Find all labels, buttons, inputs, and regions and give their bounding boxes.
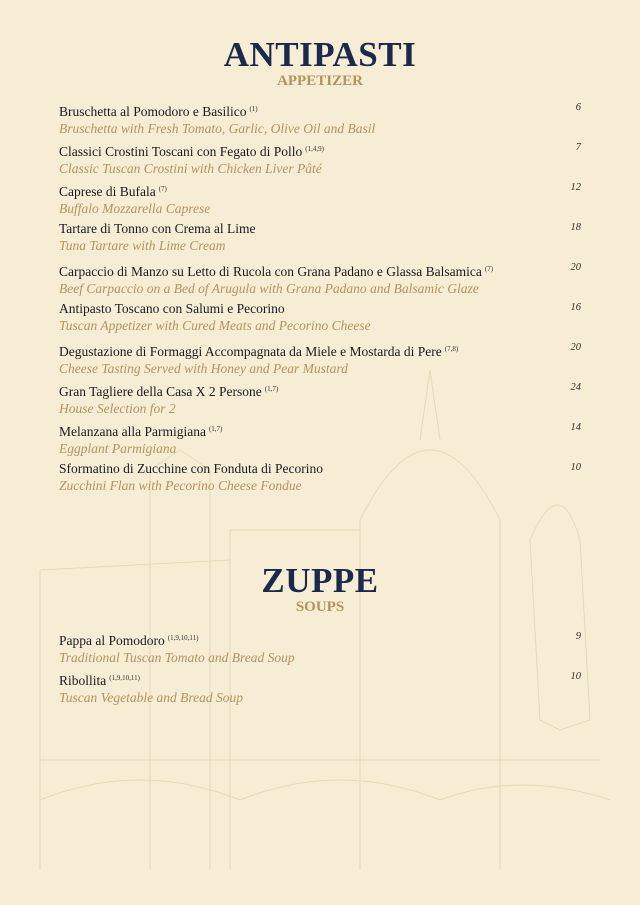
item-price: 6 bbox=[575, 102, 581, 113]
item-allergens: (1,4,9) bbox=[305, 145, 324, 153]
menu-items-list bbox=[59, 101, 581, 501]
item-description: Eggplant Parmigiana bbox=[59, 441, 177, 456]
item-description: Tuscan Vegetable and Bread Soup bbox=[59, 690, 243, 705]
item-name bbox=[59, 670, 581, 689]
antipasti-section bbox=[0, 35, 640, 493]
item-description: Buffalo Mozzarella Caprese bbox=[59, 201, 211, 216]
item-allergens: (1,7) bbox=[264, 385, 279, 393]
item-price: 10 bbox=[570, 671, 581, 682]
item-price: 24 bbox=[570, 382, 581, 393]
menu-items-list bbox=[59, 630, 581, 710]
item-description: Beef Carpaccio on a Bed of Arugula with Grana Padano and Balsamic Glaze bbox=[59, 281, 479, 296]
item-name-text: Caprese di Bufala bbox=[59, 184, 156, 199]
section-subtitle: SOUPS bbox=[295, 599, 345, 615]
menu-item bbox=[59, 381, 581, 421]
item-allergens: (1) bbox=[249, 105, 258, 113]
menu-item bbox=[59, 421, 581, 461]
section-subtitle: APPETIZER bbox=[277, 73, 363, 89]
item-price: 18 bbox=[570, 222, 581, 233]
item-name bbox=[59, 301, 581, 317]
item-allergens: (1,9,10,11) bbox=[109, 674, 140, 682]
item-name bbox=[59, 461, 581, 477]
item-description: Traditional Tuscan Tomato and Bread Soup bbox=[59, 650, 295, 665]
item-allergens: (7) bbox=[158, 185, 167, 193]
item-price: 9 bbox=[575, 631, 581, 642]
menu-item bbox=[59, 141, 581, 181]
section-title: ANTIPASTI bbox=[223, 35, 417, 74]
item-name bbox=[59, 181, 581, 200]
item-price: 14 bbox=[570, 422, 581, 433]
menu-item bbox=[59, 221, 581, 261]
item-name-text: Bruschetta al Pomodoro e Basilico bbox=[59, 104, 247, 119]
item-name bbox=[59, 101, 581, 120]
item-description: Zucchini Flan with Pecorino Cheese Fondue bbox=[59, 478, 302, 493]
item-price: 7 bbox=[575, 142, 581, 153]
menu-item bbox=[59, 630, 581, 670]
menu-item bbox=[59, 261, 581, 301]
item-name bbox=[59, 261, 581, 280]
item-name bbox=[59, 141, 581, 160]
item-name-text: Degustazione di Formaggi Accompagnata da Miele e Mostarda di Pere bbox=[59, 344, 442, 359]
zuppe-section bbox=[0, 561, 640, 705]
item-description: Tuna Tartare with Lime Cream bbox=[59, 238, 226, 253]
menu-item bbox=[59, 461, 581, 501]
item-name-text: Antipasto Toscano con Salumi e Pecorino bbox=[59, 301, 285, 316]
item-price: 10 bbox=[570, 462, 581, 473]
item-price: 20 bbox=[570, 262, 581, 273]
item-name-text: Tartare di Tonno con Crema al Lime bbox=[59, 221, 256, 236]
item-name-text: Gran Tagliere della Casa X 2 Persone bbox=[59, 384, 262, 399]
item-description: Tuscan Appetizer with Cured Meats and Pecorino Cheese bbox=[59, 318, 371, 333]
section-title: ZUPPE bbox=[261, 561, 379, 600]
menu-item bbox=[59, 101, 581, 141]
item-allergens: (1,9,10,11) bbox=[167, 634, 199, 642]
item-name bbox=[59, 421, 581, 440]
item-name bbox=[59, 630, 581, 649]
item-allergens: (1,7) bbox=[208, 425, 223, 433]
item-description: Classic Tuscan Crostini with Chicken Liver Pâté bbox=[59, 161, 322, 176]
item-price: 20 bbox=[570, 342, 581, 353]
item-name-text: Classici Crostini Toscani con Fegato di Pollo bbox=[59, 144, 303, 159]
item-name-text: Carpaccio di Manzo su Letto di Rucola con Grana Padano e Glassa Balsamica bbox=[59, 264, 482, 279]
item-name-text: Melanzana alla Parmigiana bbox=[59, 424, 206, 439]
item-name-text: Ribollita bbox=[59, 673, 107, 688]
menu-item bbox=[59, 181, 581, 221]
item-name bbox=[59, 381, 581, 400]
item-allergens: (7) bbox=[484, 265, 494, 273]
item-price: 12 bbox=[570, 182, 581, 193]
item-name-text: Pappa al Pomodoro bbox=[59, 633, 165, 648]
item-allergens: (7,8) bbox=[444, 345, 459, 353]
item-name bbox=[59, 341, 581, 360]
item-name bbox=[59, 221, 581, 237]
item-description: Cheese Tasting Served with Honey and Pear Mustard bbox=[59, 361, 348, 376]
menu-item bbox=[59, 341, 581, 381]
item-description: Bruschetta with Fresh Tomato, Garlic, Olive Oil and Basil bbox=[59, 121, 376, 136]
item-price: 16 bbox=[570, 302, 581, 313]
menu-item bbox=[59, 301, 581, 341]
item-name-text: Sformatino di Zucchine con Fonduta di Pecorino bbox=[59, 461, 323, 476]
item-description: House Selection for 2 bbox=[59, 401, 176, 416]
menu-item bbox=[59, 670, 581, 710]
